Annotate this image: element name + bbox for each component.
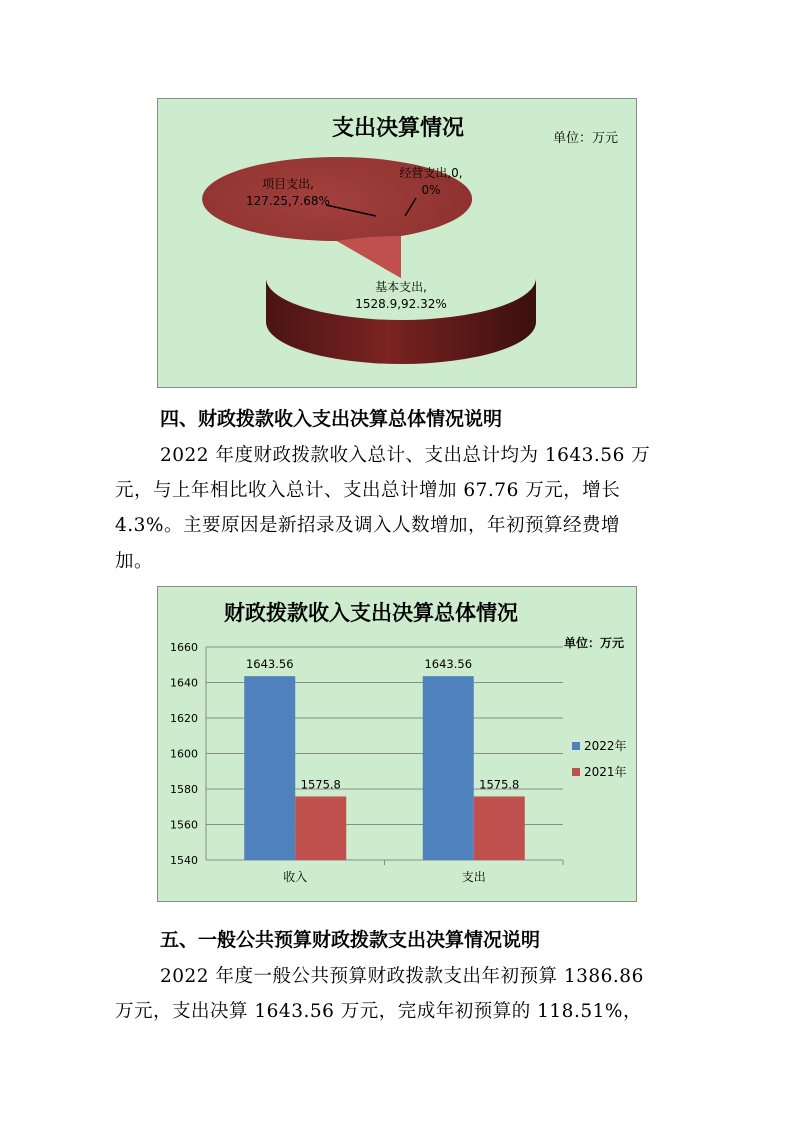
label-operating-value: 0% [421,183,441,197]
section-4-line-3: 4.3%。主要原因是新招录及调入人数增加，年初预算经费增 [115,515,621,536]
section-4-line-1: 2022 年度财政拨款收入总计、支出总计均为 1643.56 万 [160,445,651,466]
label-basic-name: 基本支出, [375,280,427,294]
section-4-heading: 四、财政拨款收入支出决算总体情况说明 [160,408,503,430]
section-5-line-2: 万元，支出决算 1643.56 万元，完成年初预算的 118.51%， [115,1001,642,1022]
pie-slice-project [337,236,401,278]
legend-swatch [572,742,580,750]
bar-data-label: 1643.56 [245,657,294,672]
x-category-label: 支出 [461,870,486,884]
bar-1-1 [474,796,525,860]
y-tick-label: 1580 [170,783,198,796]
bar-chart-title: 财政拨款收入支出决算总体情况 [224,601,518,625]
pie-chart-title: 支出决算情况 [331,116,465,141]
bar-1-0 [423,676,474,860]
section-4-line-4: 加。 [115,551,154,572]
y-tick-label: 1660 [170,641,198,654]
y-tick-label: 1640 [170,676,198,690]
appropriation-bar-chart [157,586,637,902]
bar-0-0 [244,676,295,860]
section-4-line-2: 元，与上年相比收入总计、支出总计增加 67.76 万元，增长 [115,480,621,501]
section-5-heading: 五、一般公共预算财政拨款支出决算情况说明 [160,929,541,951]
bar-data-label: 1643.56 [424,657,473,672]
bar-data-label: 1575.8 [300,777,341,792]
legend-label: 2022年 [584,739,627,753]
bar-chart-svg [158,587,638,903]
legend-swatch [572,768,580,776]
pie-chart-unit: 单位：万元 [553,131,619,146]
legend-label: 2021年 [584,765,627,779]
y-tick-label: 1620 [170,712,198,725]
y-tick-label: 1560 [170,818,198,832]
bar-chart-unit: 单位：万元 [564,636,625,650]
label-project-value: 127.25,7.68% [246,194,330,208]
label-basic-value: 1528.9,92.32% [355,297,447,311]
section-5-line-1: 2022 年度一般公共预算财政拨款支出年初预算 1386.86 [160,966,644,987]
y-tick-label: 1600 [170,747,198,761]
y-tick-label: 1540 [170,854,198,867]
label-project-name: 项目支出, [262,177,314,191]
pie-chart-svg [158,99,638,389]
expenditure-pie-chart [157,98,637,388]
label-operating-name: 经营支出,0, [399,166,463,180]
x-category-label: 收入 [283,870,308,884]
bar-0-1 [295,796,346,860]
bar-data-label: 1575.8 [479,777,520,792]
